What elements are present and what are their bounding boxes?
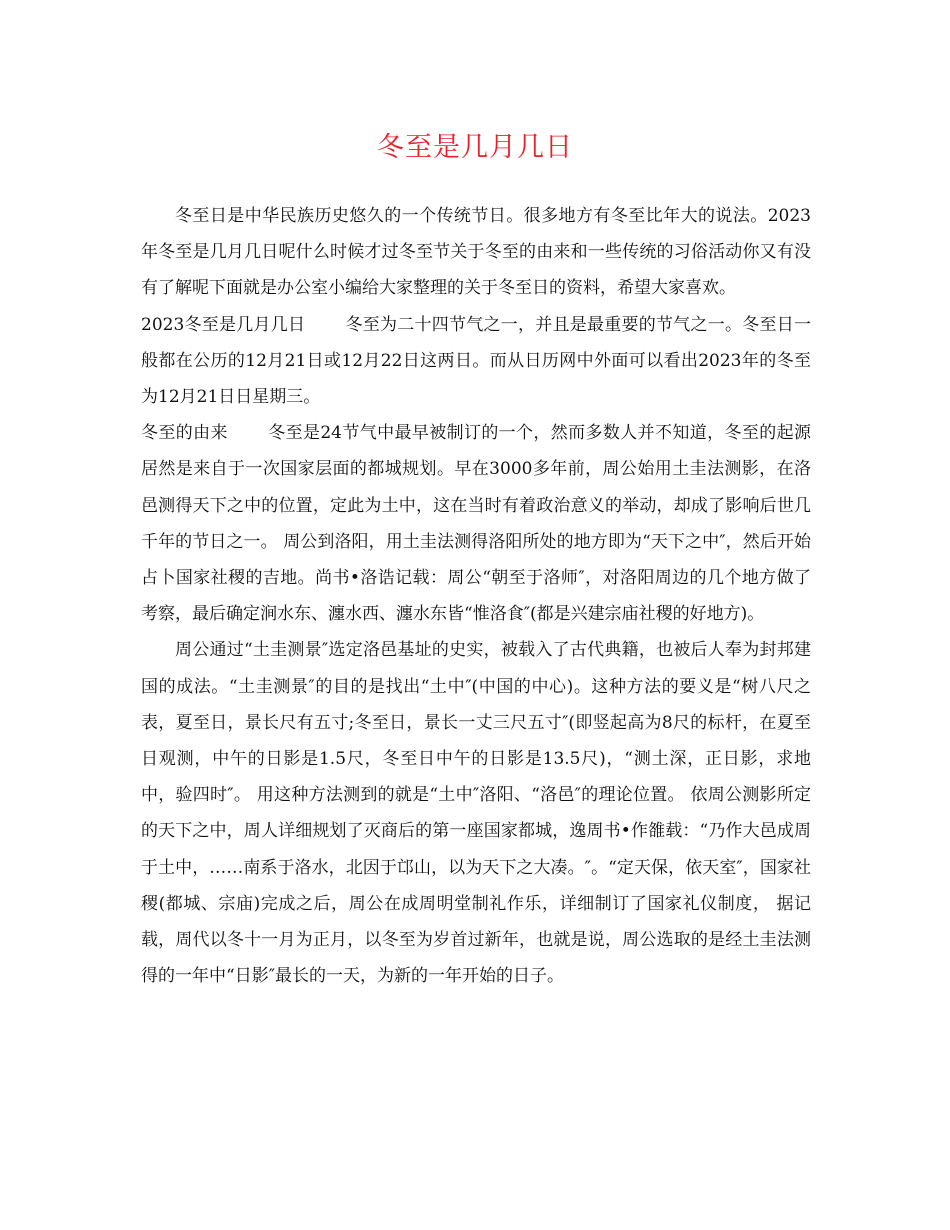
section-heading-date: 2023冬至是几月几日 [141, 314, 306, 335]
section-heading-origin: 冬至的由来 [141, 423, 228, 444]
paragraph-intro: 冬至日是中华民族历史悠久的一个传统节日。很多地方有冬至比年大的说法。2023年冬至是几月几日呢什么时候才过冬至节关于冬至的由来和一些传统的习俗活动你又有没有了解呢下面就是办公室小编给大家整理的关于冬至日的资料，希望大家喜欢。 [141, 206, 811, 299]
section-text-origin: 冬至是24节气中最早被制订的一个，然而多数人并不知道，冬至的起源居然是来自于一次国家层面的都城规划。早在3000多年前，周公始用土圭法测影，在洛邑测得天下之中的位置，定此为土中，这在当时有着政治意义的举动，却成了影响后世几千年的节日之一。 周公到洛阳，用土圭法测得洛阳所处的地方即为“天下之中″，然后开始占卜国家社稷的吉地。尚书•洛诰记载：周公“朝至于洛师″，对洛阳周边的几个地方做了考察，最后确定涧水东、瀍水西、瀍水东皆“惟洛食″(都是兴建宗庙社稷的好地方)。 [141, 423, 811, 625]
paragraph-origin [141, 415, 811, 632]
section-text-date: 冬至为二十四节气之一，并且是最重要的节气之一。冬至日一般都在公历的12月21日或12月22日这两日。而从日历网中外面可以看出2023年的冬至为12月21日日星期三。 [141, 314, 812, 408]
paragraph-zhougong: 周公通过“土圭测景″选定洛邑基址的史实，被载入了古代典籍，也被后人奉为封邦建国的成法。“土圭测景″的目的是找出“土中″(中国的中心)。这种方法的要义是“树八尺之表，夏至日，景长尺有五寸;冬至日，景长一丈三尺五寸″(即竖起高为8尺的标杆，在夏至日观测，中午的日影是1.5尺，冬至日中午的日影是13.5尺)，“测土深，正日影，求地中，验四时″。 用这种方法测到的就是“土中″洛阳、“洛邑″的理论位置。 依周公测影所定的天下之中，周人详细规划了灭商后的第一座国家都城，逸周书•作雒载：“乃作大邑成周于土中，……南系于洛水，北因于邙山，以为天下之大凑。″。“定天保，依天室″，国家社稷(都城、宗庙)完成之后，周公在成周明堂制礼作乐，详细制订了国家礼仪制度， 据记载，周代以冬十一月为正月，以冬至为岁首过新年，也就是说，周公选取的是经土圭法测得的一年中“日影″最长的一天，为新的一年开始的日子。 [141, 640, 811, 987]
document-title: 冬至是几月几日 [377, 132, 573, 163]
document-body [141, 198, 811, 994]
paragraph-date [141, 307, 811, 416]
